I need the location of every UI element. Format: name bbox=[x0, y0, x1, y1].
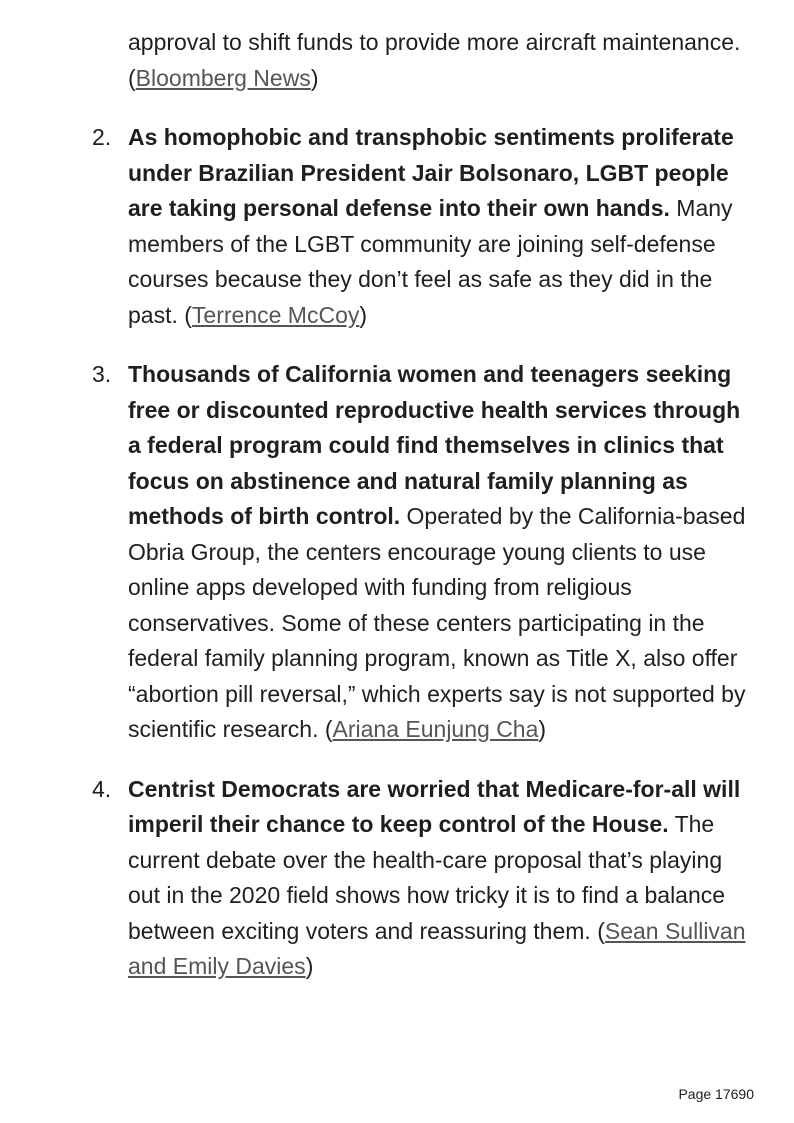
item-close: ) bbox=[538, 716, 547, 742]
item-headline: As homophobic and transphobic sentiments proliferate under Brazilian President Jair Bolsonaro, LGBT people are taking personal defense into their own hands. bbox=[128, 124, 734, 221]
page-number: Page 17690 bbox=[678, 1086, 754, 1102]
list-item bbox=[92, 120, 748, 333]
item-number: 4. bbox=[92, 775, 112, 802]
item-body: Operated by the California-based Obria Group, the centers encourage young clients to use online apps developed with funding from religious conservatives. Some of these centers participating in the federal family planning program, known as Title X, also offer “abortion pill reversal,” which experts say is not supported by scientific research. ( bbox=[128, 503, 746, 742]
item-headline: Thousands of California women and teenagers seeking free or discounted reproductive health services through a federal program could find themselves in clinics that focus on abstinence and natural family planning as methods of birth control. bbox=[128, 361, 741, 529]
article-content bbox=[92, 25, 748, 985]
source-link-terrence-mccoy[interactable]: Terrence McCoy bbox=[191, 301, 360, 328]
intro-text: approval to shift funds to provide more aircraft maintenance. ( bbox=[128, 29, 741, 91]
item-close: ) bbox=[305, 953, 314, 979]
item-body: The current debate over the health-care proposal that’s playing out in the 2020 field shows how tricky it is to find a balance between exciting voters and reassuring them. ( bbox=[128, 811, 726, 944]
source-link-bloomberg-news[interactable]: Bloomberg News bbox=[135, 64, 311, 91]
item-close: ) bbox=[359, 301, 368, 328]
list-item bbox=[92, 357, 748, 748]
source-link-sullivan-davies[interactable]: Sean Sullivan and Emily Davies bbox=[128, 917, 746, 979]
source-link-ariana-eunjung-cha[interactable]: Ariana Eunjung Cha bbox=[332, 716, 539, 742]
item-number: 2. bbox=[92, 124, 112, 150]
list-item bbox=[92, 772, 748, 985]
intro-paragraph bbox=[128, 25, 748, 96]
item-headline: Centrist Democrats are worried that Medicare-for-all will imperil their chance to keep control of the House. bbox=[128, 775, 741, 837]
item-number: 3. bbox=[92, 361, 112, 387]
intro-close: ) bbox=[310, 64, 319, 91]
news-list bbox=[92, 120, 748, 985]
item-body: Many members of the LGBT community are joining self-defense courses because they don’t feel as safe as they did in the past. ( bbox=[128, 195, 733, 328]
